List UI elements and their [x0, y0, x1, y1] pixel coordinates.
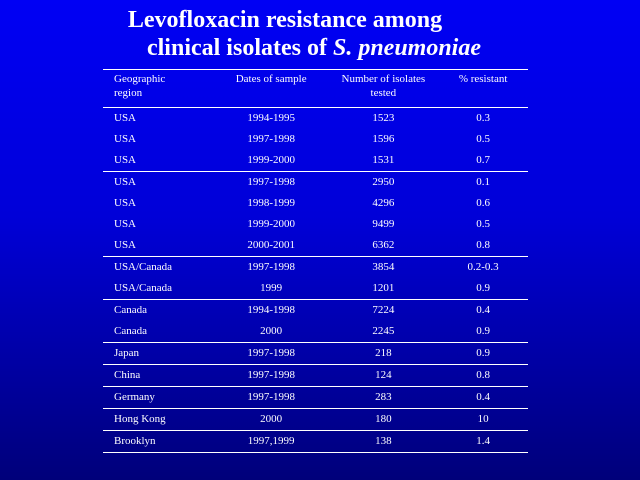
cell-dates: 2000: [260, 325, 283, 337]
slide-title: [0, 6, 640, 62]
table-row: [103, 387, 528, 409]
cell-dates: 2000-2001: [247, 239, 295, 251]
cell-region: USA: [114, 112, 137, 124]
table-row: [103, 257, 528, 279]
table-row: [103, 321, 528, 343]
table-row: [103, 278, 528, 300]
cell-isolates: 2245: [372, 325, 395, 337]
cell-region: Japan: [114, 347, 140, 359]
header-dates: Dates of sample: [235, 73, 307, 85]
cell-resistant: 0.9: [476, 347, 490, 359]
table-row: [103, 129, 528, 150]
cell-dates: 1997,1999: [247, 435, 295, 447]
cell-resistant: 0.5: [476, 218, 490, 230]
cell-region: USA: [114, 197, 137, 209]
table-row: [103, 193, 528, 214]
table-row: [103, 365, 528, 387]
title-organism: S. pneumoniae: [332, 35, 481, 61]
cell-resistant: 0.4: [476, 391, 490, 403]
cell-isolates: 4296: [372, 197, 395, 209]
cell-resistant: 0.9: [476, 325, 490, 337]
table-row: [103, 235, 528, 257]
cell-resistant: 0.9: [476, 282, 490, 294]
cell-isolates: 7224: [372, 304, 395, 316]
header-isolates-line2: tested: [370, 87, 397, 99]
cell-isolates: 1523: [372, 112, 395, 124]
cell-dates: 1997-1998: [247, 133, 295, 145]
cell-dates: 1997-1998: [247, 176, 295, 188]
table-row: [103, 108, 528, 130]
cell-resistant: 0.6: [476, 197, 490, 209]
cell-dates: 1994-1998: [247, 304, 295, 316]
cell-resistant: 0.1: [476, 176, 490, 188]
cell-isolates: 1201: [372, 282, 395, 294]
table-header: [103, 70, 528, 108]
cell-dates: 1999-2000: [247, 218, 295, 230]
cell-isolates: 124: [375, 369, 392, 381]
cell-resistant: 0.4: [476, 304, 490, 316]
cell-isolates: 9499: [372, 218, 395, 230]
cell-region: USA: [114, 218, 137, 230]
cell-isolates: 218: [375, 347, 392, 359]
cell-resistant: 0.8: [476, 239, 490, 251]
title-line-1: Levofloxacin resistance among: [127, 7, 443, 33]
cell-resistant: 0.7: [476, 154, 490, 166]
cell-region: Canada: [114, 304, 147, 316]
cell-resistant: 0.2-0.3: [467, 261, 499, 273]
cell-region: USA/Canada: [114, 261, 173, 273]
cell-dates: 2000: [260, 413, 283, 425]
cell-region: Germany: [114, 391, 155, 403]
cell-dates: 1997-1998: [247, 261, 295, 273]
resistance-table: [103, 69, 528, 453]
header-region-line2: region: [114, 87, 143, 99]
cell-isolates: 1531: [372, 154, 395, 166]
cell-dates: 1998-1999: [247, 197, 295, 209]
cell-resistant: 10: [477, 413, 489, 425]
cell-resistant: 1.4: [476, 435, 490, 447]
table-row: [103, 150, 528, 172]
title-line-2: [0, 34, 640, 62]
cell-dates: 1997-1998: [247, 391, 295, 403]
cell-isolates: 283: [375, 391, 392, 403]
cell-dates: 1999-2000: [247, 154, 295, 166]
header-isolates: [329, 70, 439, 108]
table-row: [103, 172, 528, 194]
cell-dates: 1994-1995: [247, 112, 295, 124]
title-line-2-text: clinical isolates of: [146, 35, 333, 61]
cell-region: USA: [114, 176, 137, 188]
header-row: [103, 70, 528, 108]
cell-region: Canada: [114, 325, 147, 337]
cell-region: USA: [114, 154, 137, 166]
cell-isolates: 2950: [372, 176, 395, 188]
cell-isolates: 6362: [372, 239, 395, 251]
table-row: [103, 214, 528, 235]
cell-dates: 1997-1998: [247, 369, 295, 381]
cell-region: China: [114, 369, 141, 381]
cell-dates: 1999: [260, 282, 283, 294]
cell-isolates: 3854: [372, 261, 395, 273]
cell-dates: 1997-1998: [247, 347, 295, 359]
table-body: [103, 108, 528, 453]
cell-region: USA/Canada: [114, 282, 173, 294]
cell-region: USA: [114, 239, 137, 251]
cell-region: Hong Kong: [114, 413, 166, 425]
cell-isolates: 138: [375, 435, 392, 447]
cell-isolates: 180: [375, 413, 392, 425]
table-row: [103, 300, 528, 322]
table-row: [103, 431, 528, 453]
header-region-line1: Geographic: [114, 73, 166, 85]
table-row: [103, 343, 528, 365]
cell-resistant: 0.8: [476, 369, 490, 381]
cell-resistant: 0.3: [476, 112, 490, 124]
cell-isolates: 1596: [372, 133, 395, 145]
header-isolates-line1: Number of isolates: [341, 73, 426, 85]
cell-region: Brooklyn: [114, 435, 156, 447]
cell-resistant: 0.5: [476, 133, 490, 145]
table-row: [103, 409, 528, 431]
header-region: [103, 70, 214, 108]
cell-region: USA: [114, 133, 137, 145]
header-resistant: % resistant: [458, 73, 508, 85]
